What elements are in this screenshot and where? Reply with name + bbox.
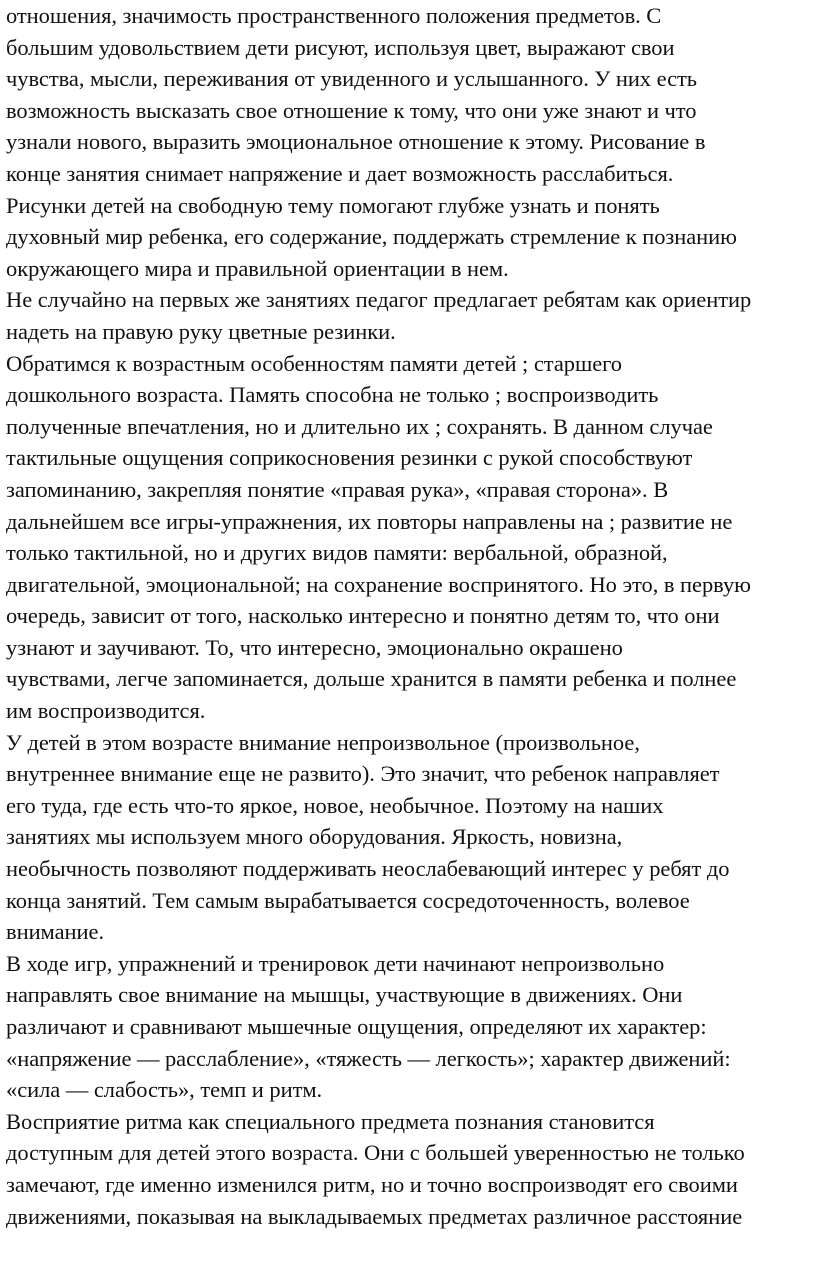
text-line: внутреннее внимание еще не развито). Это значит, что ребенок направляет <box>6 761 720 787</box>
text-line: возможность высказать свое отношение к тому, что они уже знают и что <box>6 97 697 123</box>
text-line: тактильные ощущения соприкосновения резинки с рукой способствуют <box>6 445 693 471</box>
text-line: большим удовольствием дети рисуют, используя цвет, выражают свои <box>6 34 675 60</box>
text-line: Восприятие ритма как специального предмета познания становится <box>6 1108 655 1134</box>
document-page <box>6 0 814 1232</box>
text-line: конца занятий. Тем самым вырабатывается сосредоточенность, волевое <box>6 887 690 913</box>
text-line: Рисунки детей на свободную тему помогают глубже узнать и понять <box>6 192 660 218</box>
text-line: движениями, показывая на выкладываемых предметах различное расстояние <box>6 1203 743 1229</box>
text-line: окружающего мира и правильной ориентации в нем. <box>6 255 509 281</box>
text-line: У детей в этом возрасте внимание непроизвольное (произвольное, <box>6 729 640 755</box>
text-line: доступным для детей этого возраста. Они с большей уверенностью не только <box>6 1140 745 1166</box>
text-line: чувствами, легче запоминается, дольше хранится в памяти ребенка и полнее <box>6 666 737 692</box>
text-line: занятиях мы используем много оборудования. Яркость, новизна, <box>6 824 623 850</box>
text-line: отношения, значимость пространственного положения предметов. С <box>6 3 662 28</box>
text-line: очередь, зависит от того, насколько интересно и понятно детям то, что они <box>6 603 720 629</box>
text-line: надеть на правую руку цветные резинки. <box>6 318 396 344</box>
text-line: двигательной, эмоциональной; на сохранение воспринятого. Но это, в первую <box>6 571 751 597</box>
text-line: различают и сравнивают мышечные ощущения, определяют их характер: <box>6 1014 707 1039</box>
paragraph-memory <box>6 348 814 727</box>
text-line: Не случайно на первых же занятиях педагог предлагает ребятам как ориентир <box>6 287 752 313</box>
text-line: чувства, мысли, переживания от увиденного и услышанного. У них есть <box>6 66 698 92</box>
text-line: «сила — слабость», темп и ритм. <box>6 1077 323 1103</box>
paragraph-attention <box>6 727 814 948</box>
text-line: направлять свое внимание на мышцы, участвующие в движениях. Они <box>6 982 683 1008</box>
text-line: полученные впечатления, но и длительно их ; сохранять. В данном случае <box>6 413 713 439</box>
text-line: замечают, где именно изменился ритм, но и точно воспроизводят его своими <box>6 1171 738 1197</box>
text-line: дошкольного возраста. Память способна не только ; воспроизводить <box>6 382 659 408</box>
text-line: конце занятия снимает напряжение и дает возможность расслабиться. <box>6 160 674 186</box>
text-line: внимание. <box>6 919 105 945</box>
text-line: узнали нового, выразить эмоциональное отношение к этому. Рисование в <box>6 129 706 155</box>
text-line: В ходе игр, упражнений и тренировок дети начинают непроизвольно <box>6 950 665 976</box>
paragraph-drawing <box>6 0 814 284</box>
text-line: духовный мир ребенка, его содержание, поддержать стремление к познанию <box>6 224 737 250</box>
paragraph-rhythm <box>6 1106 814 1232</box>
paragraph-orientation <box>6 284 814 347</box>
text-line: дальнейшем все игры-упражнения, их повторы направлены на ; развитие не <box>6 508 733 534</box>
text-line: им воспроизводится. <box>6 698 206 724</box>
text-line: только тактильной, но и других видов памяти: вербальной, образной, <box>6 540 668 566</box>
text-line: его туда, где есть что-то яркое, новое, необычное. Поэтому на наших <box>6 792 664 818</box>
text-line: узнают и заучивают. То, что интересно, эмоционально окрашено <box>6 634 623 660</box>
text-line: запоминанию, закрепляя понятие «правая рука», «правая сторона». В <box>6 476 669 502</box>
paragraph-muscles <box>6 948 814 1106</box>
text-line: Обратимся к возрастным особенностям памяти детей ; старшего <box>6 350 622 376</box>
text-line: «напряжение — расслабление», «тяжесть — легкость»; характер движений: <box>6 1045 731 1071</box>
text-line: необычность позволяют поддерживать неослабевающий интерес у ребят до <box>6 856 730 882</box>
